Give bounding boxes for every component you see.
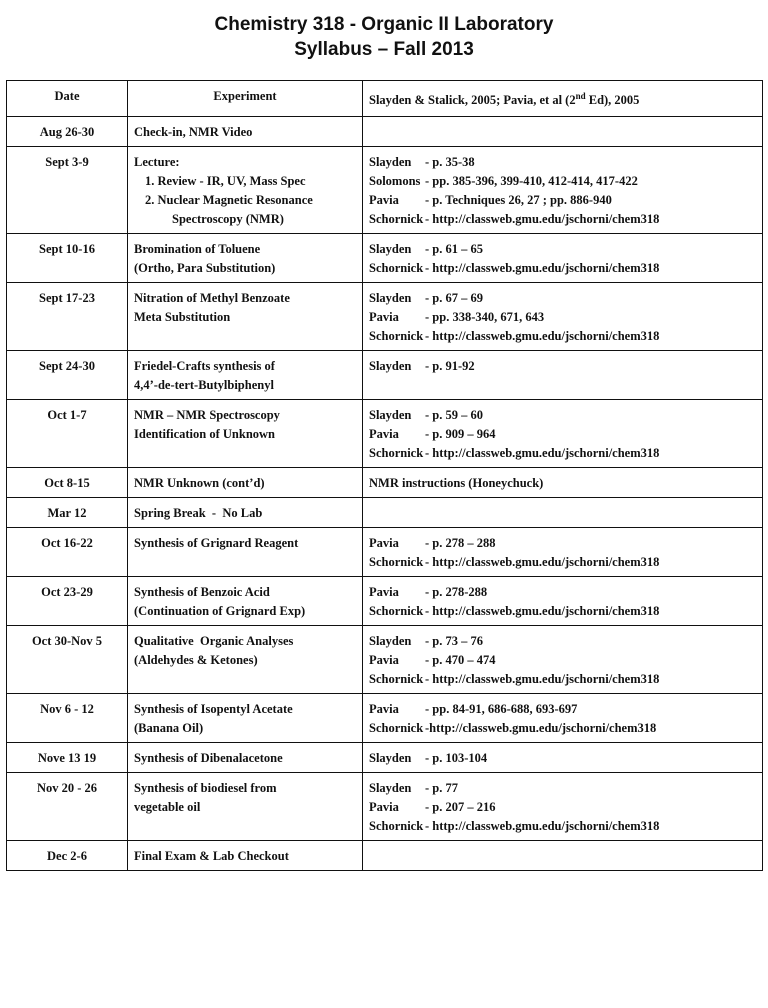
reference-cell	[363, 117, 763, 147]
reference-line	[369, 670, 756, 689]
reference-pages: - pp. 338-340, 671, 643	[425, 310, 545, 325]
experiment-line: Identification of Unknown	[134, 427, 275, 442]
experiment-line: Synthesis of Dibenalacetone	[134, 751, 283, 766]
reference-source: Schornick	[369, 261, 424, 276]
table-row	[7, 468, 763, 498]
reference-pages: - p. 61 – 65	[425, 242, 483, 257]
reference-source: Schornick	[369, 721, 424, 736]
reference-source: Schornick	[369, 446, 424, 461]
experiment-line: (Ortho, Para Substitution)	[134, 261, 276, 276]
reference-line	[369, 259, 756, 278]
reference-cell	[363, 773, 763, 841]
reference-source: Pavia	[369, 653, 399, 668]
reference-pages: - p. 278-288	[425, 585, 488, 600]
experiment-line: Lecture:	[134, 155, 180, 170]
table-row	[7, 498, 763, 528]
reference-cell	[363, 400, 763, 468]
experiment-line: Spring Break - No Lab	[134, 506, 263, 521]
experiment-cell	[128, 147, 363, 234]
reference-source: Schornick	[369, 329, 424, 344]
reference-source: Schornick	[369, 604, 424, 619]
reference-line	[369, 534, 756, 553]
experiment-line: Bromination of Toluene	[134, 242, 261, 257]
reference-source: Pavia	[369, 310, 399, 325]
reference-source: Slayden	[369, 359, 412, 374]
date-cell: Oct 16-22	[7, 528, 128, 577]
experiment-line: (Aldehydes & Ketones)	[134, 653, 258, 668]
table-row	[7, 694, 763, 743]
experiment-line: 4,4’-de-tert-Butylbiphenyl	[134, 378, 274, 393]
reference-source: Slayden	[369, 242, 412, 257]
reference-line	[369, 406, 756, 425]
reference-cell	[363, 694, 763, 743]
reference-line	[369, 719, 756, 738]
date-cell: Oct 1-7	[7, 400, 128, 468]
reference-line	[369, 425, 756, 444]
reference-line	[369, 308, 756, 327]
reference-source: Pavia	[369, 585, 399, 600]
page-subtitle: Syllabus – Fall 2013	[294, 39, 474, 60]
reference-pages: - http://classweb.gmu.edu/jschorni/chem318	[425, 555, 660, 570]
reference-source: Schornick	[369, 555, 424, 570]
experiment-line: Check-in, NMR Video	[134, 125, 253, 140]
reference-pages: - p. 67 – 69	[425, 291, 483, 306]
reference-pages: -http://classweb.gmu.edu/jschorni/chem318	[425, 721, 657, 736]
reference-line	[369, 553, 756, 572]
table-row	[7, 743, 763, 773]
reference-cell	[363, 498, 763, 528]
date-cell: Sept 10-16	[7, 234, 128, 283]
experiment-cell	[128, 283, 363, 351]
table-row	[7, 773, 763, 841]
reference-pages: - p. 59 – 60	[425, 408, 483, 423]
reference-pages: - http://classweb.gmu.edu/jschorni/chem318	[425, 672, 660, 687]
reference-pages: - pp. 84-91, 686-688, 693-697	[425, 702, 578, 717]
reference-source: Pavia	[369, 193, 399, 208]
reference-source: Schornick	[369, 819, 424, 834]
reference-pages: - http://classweb.gmu.edu/jschorni/chem318	[425, 261, 660, 276]
reference-line	[369, 327, 756, 346]
reference-source: Solomons	[369, 174, 421, 189]
reference-line	[369, 240, 756, 259]
reference-source: Pavia	[369, 536, 399, 551]
reference-source: Slayden	[369, 291, 412, 306]
experiment-line: Synthesis of Grignard Reagent	[134, 536, 299, 551]
reference-cell	[363, 234, 763, 283]
reference-pages: - http://classweb.gmu.edu/jschorni/chem318	[425, 329, 660, 344]
reference-cell	[363, 283, 763, 351]
reference-pages: - http://classweb.gmu.edu/jschorni/chem318	[425, 212, 660, 227]
reference-line	[369, 700, 756, 719]
reference-source: Slayden	[369, 781, 412, 796]
experiment-cell	[128, 577, 363, 626]
reference-cell	[363, 528, 763, 577]
reference-line	[369, 817, 756, 836]
reference-pages: - p. 207 – 216	[425, 800, 496, 815]
reference-pages: - p. 35-38	[425, 155, 475, 170]
reference-pages: - p. 278 – 288	[425, 536, 496, 551]
experiment-line: Final Exam & Lab Checkout	[134, 849, 289, 864]
date-cell: Sept 17-23	[7, 283, 128, 351]
table-row	[7, 283, 763, 351]
experiment-cell	[128, 234, 363, 283]
table-row	[7, 234, 763, 283]
experiment-cell	[128, 626, 363, 694]
column-header-references: Slayden & Stalick, 2005; Pavia, et al (2nd Ed), 2005	[363, 81, 763, 117]
reference-line	[369, 444, 756, 463]
reference-pages: - p. 91-92	[425, 359, 475, 374]
reference-pages: - http://classweb.gmu.edu/jschorni/chem318	[425, 446, 660, 461]
reference-cell	[363, 147, 763, 234]
date-cell: Sept 24-30	[7, 351, 128, 400]
reference-line	[369, 602, 756, 621]
experiment-line: Spectroscopy (NMR)	[172, 212, 284, 227]
reference-source: Pavia	[369, 427, 399, 442]
reference-source: Slayden	[369, 155, 412, 170]
reference-pages: - http://classweb.gmu.edu/jschorni/chem318	[425, 604, 660, 619]
experiment-line: NMR – NMR Spectroscopy	[134, 408, 280, 423]
experiment-line: Qualitative Organic Analyses	[134, 634, 294, 649]
experiment-line: Synthesis of Isopentyl Acetate	[134, 702, 293, 717]
reference-pages: - p. 470 – 474	[425, 653, 496, 668]
reference-source: Schornick	[369, 672, 424, 687]
experiment-cell	[128, 351, 363, 400]
experiment-line: (Continuation of Grignard Exp)	[134, 604, 306, 619]
table-row	[7, 147, 763, 234]
table-row	[7, 577, 763, 626]
table-row	[7, 400, 763, 468]
reference-line	[369, 357, 756, 376]
reference-source: NMR instructions (Honeychuck)	[369, 476, 544, 491]
experiment-line: 1. Review - IR, UV, Mass Spec	[145, 174, 306, 189]
date-cell: Oct 30-Nov 5	[7, 626, 128, 694]
experiment-cell	[128, 743, 363, 773]
column-header-experiment: Experiment	[128, 81, 363, 117]
table-row	[7, 117, 763, 147]
reference-line	[369, 172, 756, 191]
experiment-cell	[128, 841, 363, 871]
date-cell: Aug 26-30	[7, 117, 128, 147]
reference-cell	[363, 577, 763, 626]
experiment-cell	[128, 468, 363, 498]
reference-source: Slayden	[369, 634, 412, 649]
experiment-line: NMR Unknown (cont’d)	[134, 476, 265, 491]
syllabus-table	[6, 80, 763, 871]
table-row	[7, 841, 763, 871]
reference-source: Slayden	[369, 751, 412, 766]
experiment-cell	[128, 498, 363, 528]
experiment-line: Synthesis of biodiesel from	[134, 781, 277, 796]
reference-line	[369, 632, 756, 651]
reference-line	[369, 779, 756, 798]
date-cell: Nov 6 - 12	[7, 694, 128, 743]
reference-pages: - http://classweb.gmu.edu/jschorni/chem318	[425, 819, 660, 834]
date-cell: Nov 20 - 26	[7, 773, 128, 841]
reference-source: Schornick	[369, 212, 424, 227]
table-header-row	[7, 81, 763, 117]
reference-cell	[363, 351, 763, 400]
reference-line	[369, 583, 756, 602]
experiment-cell	[128, 694, 363, 743]
reference-pages: - p. 77	[425, 781, 458, 796]
date-cell: Oct 8-15	[7, 468, 128, 498]
experiment-line: 2. Nuclear Magnetic Resonance	[145, 193, 313, 208]
reference-pages: - p. 909 – 964	[425, 427, 496, 442]
experiment-line: (Banana Oil)	[134, 721, 204, 736]
reference-line	[369, 289, 756, 308]
reference-source: Slayden	[369, 408, 412, 423]
page-title: Chemistry 318 - Organic II Laboratory	[214, 14, 554, 35]
date-cell: Mar 12	[7, 498, 128, 528]
reference-cell	[363, 468, 763, 498]
reference-line	[369, 651, 756, 670]
reference-cell	[363, 743, 763, 773]
date-cell: Sept 3-9	[7, 147, 128, 234]
date-cell: Oct 23-29	[7, 577, 128, 626]
reference-source: Pavia	[369, 702, 399, 717]
experiment-cell	[128, 773, 363, 841]
reference-pages: - p. 103-104	[425, 751, 488, 766]
experiment-line: Synthesis of Benzoic Acid	[134, 585, 270, 600]
experiment-cell	[128, 400, 363, 468]
reference-pages: - p. Techniques 26, 27 ; pp. 886-940	[425, 193, 612, 208]
experiment-line: Meta Substitution	[134, 310, 231, 325]
date-cell: Dec 2-6	[7, 841, 128, 871]
column-header-date: Date	[7, 81, 128, 117]
experiment-cell	[128, 117, 363, 147]
reference-source: Pavia	[369, 800, 399, 815]
reference-line	[369, 191, 756, 210]
experiment-line: vegetable oil	[134, 800, 201, 815]
reference-line	[369, 474, 756, 493]
date-cell: Nove 13 19	[7, 743, 128, 773]
reference-cell	[363, 626, 763, 694]
reference-pages: - pp. 385-396, 399-410, 412-414, 417-422	[425, 174, 638, 189]
reference-line	[369, 153, 756, 172]
reference-pages: - p. 73 – 76	[425, 634, 483, 649]
table-row	[7, 626, 763, 694]
experiment-line: Friedel-Crafts synthesis of	[134, 359, 275, 374]
experiment-line: Nitration of Methyl Benzoate	[134, 291, 290, 306]
experiment-cell	[128, 528, 363, 577]
reference-line	[369, 749, 756, 768]
reference-line	[369, 210, 756, 229]
reference-line	[369, 798, 756, 817]
table-row	[7, 351, 763, 400]
table-row	[7, 528, 763, 577]
reference-cell	[363, 841, 763, 871]
